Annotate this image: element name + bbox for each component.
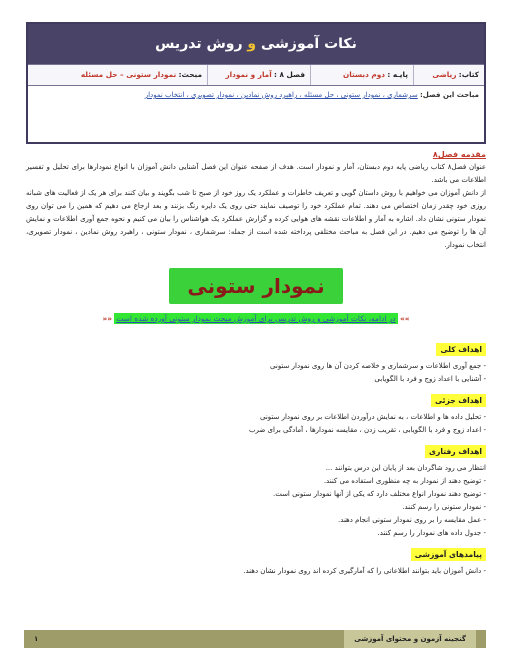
title-accent: و (247, 36, 257, 52)
list-item: - توضیح دهند از نمودار به چه منظوری استفاده می کنند. (323, 477, 486, 485)
page-number: ۱ (34, 635, 39, 643)
section-title-educational-outcomes: پیامدهای آموزشی (411, 548, 486, 561)
main-heading: نمودار ستونی (169, 268, 342, 304)
educational-outcomes-list (26, 565, 486, 578)
intro-title: مقدمه فصل۸ (432, 150, 486, 159)
chapter-value: آمار و نمودار (225, 70, 272, 79)
topic-value: نمودار ستونی – حل مسئله (80, 70, 177, 79)
grade-cell (310, 65, 413, 85)
section-educational-outcomes (26, 540, 486, 578)
section-behavioral-goals (26, 437, 486, 540)
behavioral-goals-list (26, 462, 486, 540)
section-title-general-goals: اهداف کلی (436, 343, 486, 356)
main-content (26, 150, 486, 578)
header-box (26, 22, 486, 144)
list-item: - آشنایی با اعداد زوج و فرد با الگویابی (374, 375, 486, 383)
list-item: - عمل مقایسه را بر روی نمودار ستونی انجام دهند. (338, 516, 486, 524)
grade-label: پایـه : (387, 70, 408, 79)
topics-label: مباحث این فصل: (419, 91, 479, 99)
title-part1: نکات آموزشی (261, 36, 357, 52)
list-item: - توضیح دهند نمودار انواع مختلف دارد که یکی از آنها نمودار ستونی است. (272, 490, 486, 498)
book-cell (413, 65, 484, 85)
list-item: - جدول داده های نمودار را رسم کنند. (377, 529, 486, 537)
info-row (28, 64, 484, 85)
list-item: - دانش آموزان باید بتوانند اطلاعاتی را که آمارگیری کرده اند روی نمودار نشان دهند. (243, 567, 486, 575)
footer-label: گنجینه آزمون و محتوای آموزشی (344, 630, 476, 648)
topics-links[interactable]: سرشماری ، نمودار ستونی ، حل مسئله ، راهبرد روش نمادین ، نمودار تصویری ، انتخاب نمودار (144, 91, 418, 99)
page-title (28, 24, 484, 64)
partial-goals-list (26, 411, 486, 437)
book-label: کتاب: (458, 70, 479, 79)
section-partial-goals (26, 386, 486, 437)
list-item: - تحلیل داده ها و اطلاعات ، به نمایش درآوردن اطلاعات بر روی نمودار ستونی (259, 413, 486, 421)
note-arrows-right: »» (399, 314, 410, 323)
general-goals-list (26, 360, 486, 386)
list-item: انتظار می رود شاگردان بعد از پایان این درس بتوانند ... (325, 464, 486, 472)
note-line (26, 314, 486, 323)
footer (24, 630, 486, 648)
chapter-cell (207, 65, 310, 85)
note-text[interactable]: در ادامه، نکات آموزشی و روش تدریس برای آموزش مبحث نمودار ستونی آورده شده است (116, 314, 396, 323)
intro-paragraph-1: عنوان فصل۸ کتاب ریاضی پایه دوم دبستان، آمار و نمودار است. هدف از صفحه عنوان این فصل آشنایی دانش آموزان با انواع نمودارها برای تحلیل و تفسیر اطلاعات می باشد. (26, 163, 486, 184)
section-general-goals (26, 335, 486, 386)
title-part2: روش تدریس (155, 36, 243, 52)
list-item: - جمع آوری اطلاعات و سرشماری و خلاصه کردن آن ها روی نمودار ستونی (270, 362, 486, 370)
list-item: - اعداد زوج و فرد با الگویابی ، تقریب زدن ، مقایسه نمودارها ، آمادگی برای ضرب (248, 426, 486, 434)
topic-cell (28, 65, 207, 85)
topic-label: مبحث: (178, 70, 202, 79)
chapter-label: فصل ۸ : (274, 70, 305, 79)
list-item: - نمودار ستونی را رسم کنند. (402, 503, 486, 511)
chapter-topics-row (28, 85, 484, 104)
section-title-behavioral-goals: اهداف رفتاری (425, 445, 486, 458)
main-heading-wrap (26, 268, 486, 304)
grade-value: دوم دبستان (343, 70, 386, 79)
book-value: ریاضی (432, 70, 457, 79)
intro-paragraph-2: از دانش آموزان می خواهیم با روش داستان گویی و تعریف خاطرات و عملکرد یک روز خود از صبح تا شب بگویند و بیان کنند برای هر یک از فعالیت های شبانه روزی خود چقدر زمان اختصاص می دهند. تمام عملکرد خود را توصیف نمایند حتی روی یک دایره رنگ بزنند و بعد ارجاع می دهیم که همین را می توان روی نمودار ستونی نشان داد. اشاره به آمار و اطلاعات نقشه های هوایی کرده و گزارش عملکرد یک هواشناس را بیان می کنیم و نحوه جمع آوری اطلاعات و نمایش آن ها را توضیح می دهیم. در این فصل به مباحث مختلفی پرداخته شده است از جمله: سرشماری ، نمودار ستونی ، راهبرد روش نمادین ، نمودار تصویری، انتخاب نمودار. (26, 189, 486, 249)
note-arrows-left: «« (102, 314, 113, 323)
section-title-partial-goals: اهداف جزئی (431, 394, 486, 407)
